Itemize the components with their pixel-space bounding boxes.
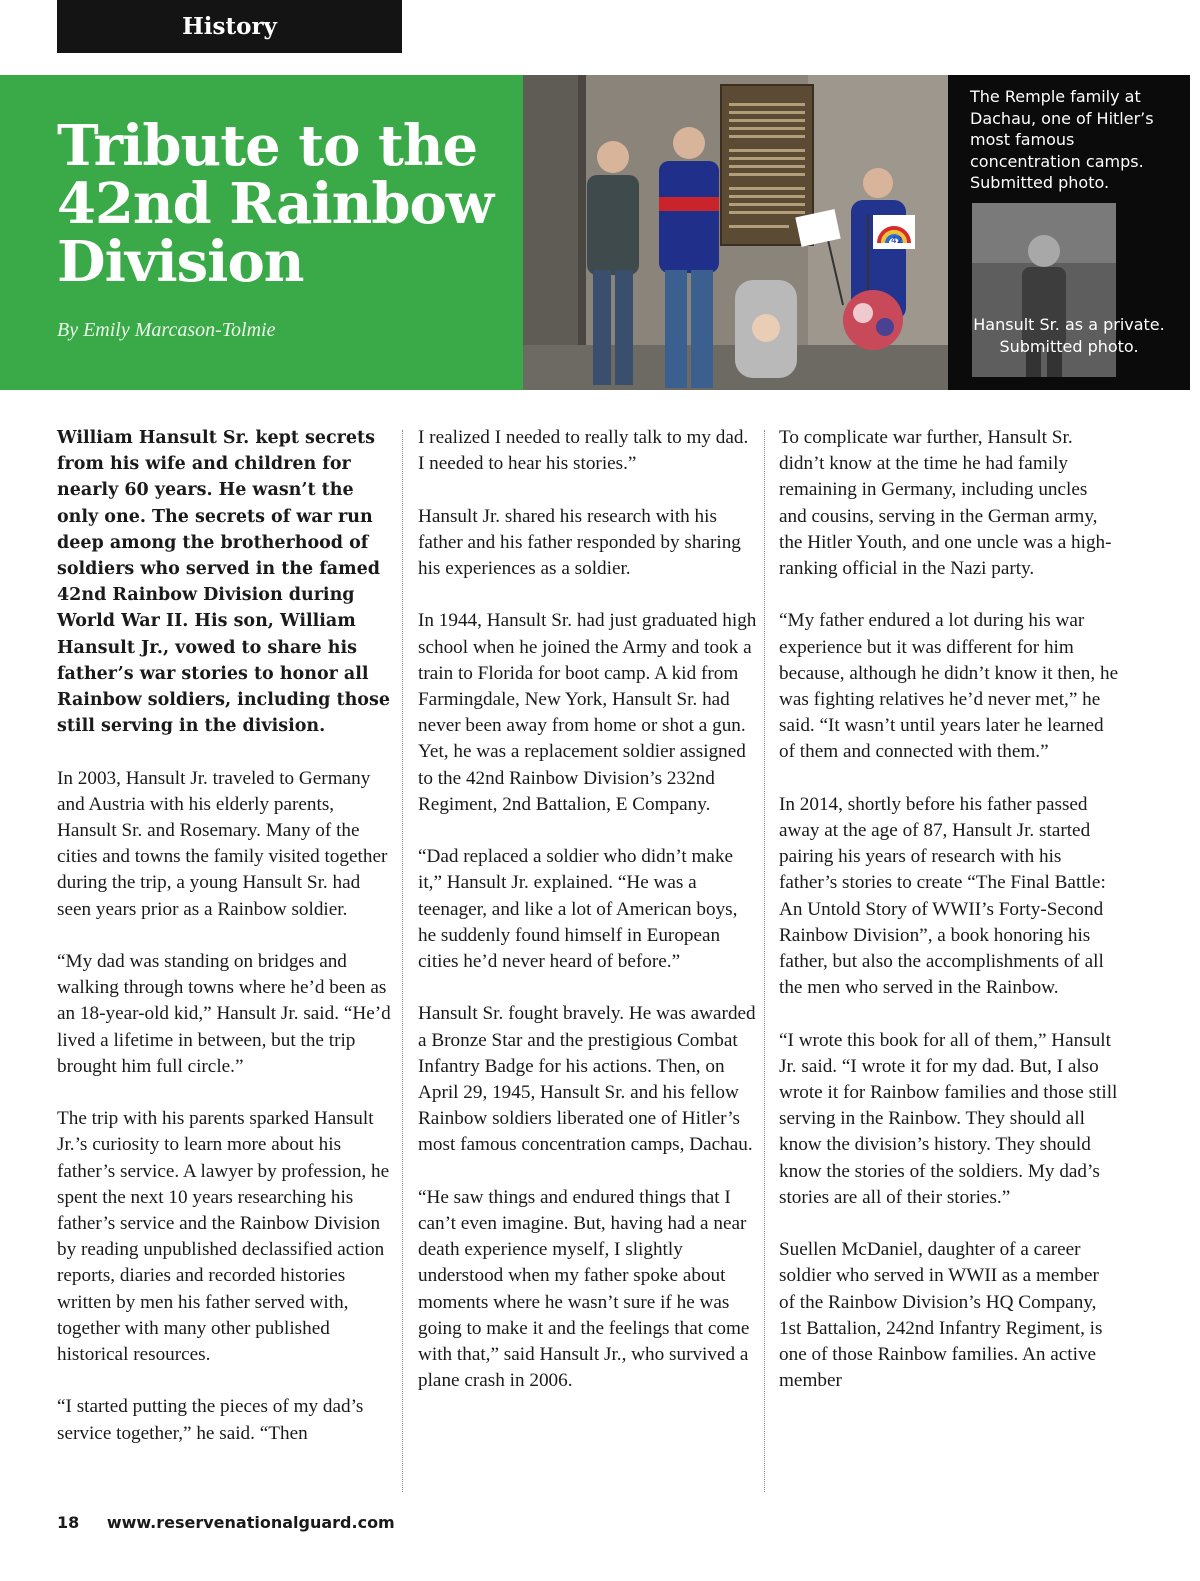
body-paragraph: In 2003, Hansult Jr. traveled to Germany and Austria with his elderly parents, Hansult Sr. and Rosemary. Many of the cities and towns the family visited together during the trip, a young Hansult Sr. had seen years prior as a Rainbow soldier. [57, 767, 388, 920]
body-paragraph: Hansult Sr. fought bravely. He was awarded a Bronze Star and the prestigious Combat Infantry Badge for his actions. Then, on April 29, 1945, Hansult Sr. and his fellow Rainbow soldiers liberated one of Hitler’s most famous concentration camps, Dachau. [418, 1003, 756, 1156]
hero-banner [0, 75, 1190, 390]
body-paragraph: “My father endured a lot during his war experience but it was different for him because, although he didn’t know it then, he was fighting relatives he’d never met,” he said. “It wasn’t until years later he learned of them and connected with them.” [779, 610, 1119, 763]
body-paragraph: Suellen McDaniel, daughter of a career soldier who served in WWII as a member of the Rainbow Division’s HQ Company, 1st Battalion, 242nd Infantry Regiment, is one of those Rainbow families. An active member [779, 1239, 1103, 1392]
body-paragraph: Hansult Jr. shared his research with his father and his father responded by sharing his experiences as a soldier. [418, 505, 741, 579]
body-paragraph: “My dad was standing on bridges and walking through towns where he’d been as an 18-year-old kid,” Hansult Jr. said. “He’d lived a lifetime in between, but the trip brought him full circle.” [57, 951, 391, 1077]
column-divider [764, 430, 765, 1492]
article-column-3 [779, 425, 1119, 1421]
body-paragraph: In 2014, shortly before his father passed away at the age of 87, Hansult Jr. started pairing his years of research with his father’s stories to create “The Final Battle: An Untold Story of WWII’s Forty-Second Rainbow Division”, a book honoring his father, but also the accomplishments of all the men who served in the Rainbow. [779, 793, 1106, 999]
body-paragraph: “Dad replaced a soldier who didn’t make it,” Hansult Jr. explained. “He was a teenager, and like a lot of American boys, he suddenly found himself in European cities he’d never heard of before.” [418, 846, 738, 973]
body-paragraph: “I wrote this book for all of them,” Hansult Jr. said. “I wrote it for my dad. But, I also wrote it for Rainbow families and those still serving in the Rainbow. They should all know the division’s history. They should know the stories of the soldiers. My dad’s stories are all of their stories.” [779, 1029, 1118, 1208]
lead-paragraph: William Hansult Sr. kept secrets from his wife and children for nearly 60 years. He wasn’t the only one. The secrets of war run deep among the brotherhood of soldiers who served in the famed 42nd Rainbow Division during World War II. His son, William Hansult Jr., vowed to share his father’s war stories to honor all Rainbow soldiers, including those still serving in the division. [57, 428, 390, 737]
article-headline: Tribute to the 42nd Rainbow Division [57, 113, 494, 295]
body-paragraph: The trip with his parents sparked Hansult Jr.’s curiosity to learn more about his father’s service. A lawyer by profession, he spent the next 10 years researching his father’s service and the Rainbow Division by reading unpublished declassified action reports, diaries and recorded histories written by men his father served with, together with many other published historical resources. [57, 1108, 390, 1366]
family-photo [523, 75, 948, 390]
body-paragraph: “He saw things and endured things that I can’t even imagine. But, having had a near death experience myself, I slightly understood when my father spoke about moments where he wasn’t sure if he was going to make it and the feelings that come with that,” said Hansult Jr., who survived a plane crash in 2006. [418, 1186, 750, 1392]
body-paragraph: I realized I needed to really talk to my dad. I needed to hear his stories.” [418, 427, 749, 475]
page-footer [57, 1513, 395, 1532]
title-panel [0, 75, 523, 390]
article-column-2 [418, 425, 758, 1421]
column-divider [402, 430, 403, 1492]
page-number: 18 [57, 1513, 80, 1532]
body-paragraph: In 1944, Hansult Sr. had just graduated high school when he joined the Army and took a train to Florida for boot camp. A kid from Farmingdale, New York, Hansult Sr. had never been away from home or shot a gun. Yet, he was a replacement soldier assigned to the 42nd Rainbow Division’s 232nd Regiment, 2nd Battalion, E Company. [418, 610, 757, 815]
body-paragraph: To complicate war further, Hansult Sr. didn’t know at the time he had family remaining in Germany, including uncles and cousins, serving in the German army, the Hitler Youth, and one uncle was a high-ranking official in the Nazi party. [779, 427, 1112, 580]
body-paragraph: “I started putting the pieces of my dad’s service together,” he said. “Then [57, 1396, 364, 1444]
family-photo-caption: The Remple family at Dachau, one of Hitler’s most famous concentration camps. Submitted photo. [970, 87, 1154, 192]
private-photo-caption: Hansult Sr. as a private. Submitted photo. [973, 315, 1165, 356]
website-link[interactable]: www.reservenationalguard.com [106, 1513, 395, 1532]
caption-panel [948, 75, 1190, 390]
byline: By Emily Marcason-Tolmie [57, 319, 276, 341]
article-column-1 [57, 425, 397, 1473]
flag-number: 42 [891, 236, 903, 246]
section-label: History [57, 0, 402, 53]
family-photo-illustration [523, 75, 948, 390]
